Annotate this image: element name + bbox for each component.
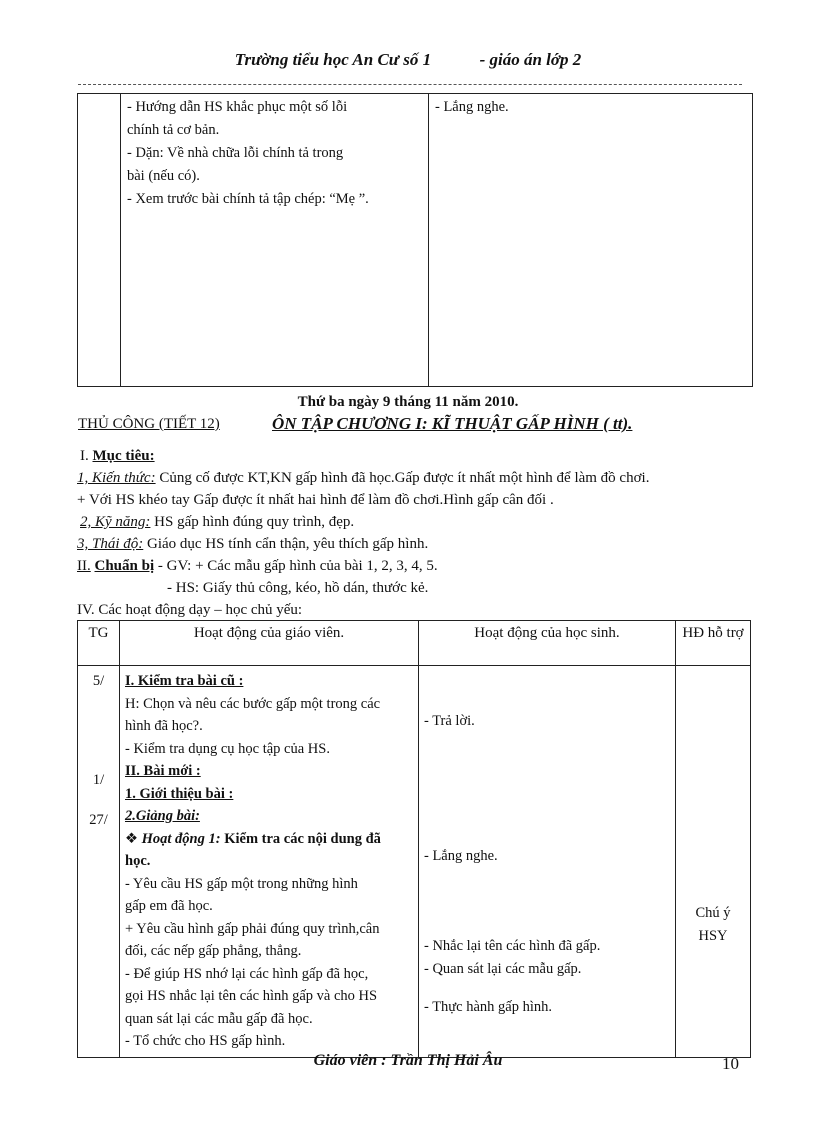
support-cell: Chú ý HSY [676,666,751,1058]
activities-heading: IV. Các hoạt động dạy – học chủ yếu: [77,602,303,618]
tg-value: 5/ [92,673,105,689]
teacher-line: - Xem trước bài chính tả tập chép: “Mẹ ”. [127,191,369,207]
date-line: Thứ ba ngày 9 tháng 11 năm 2010. [297,394,519,410]
teacher-line: - Dặn: Về nhà chữa lỗi chính tả trong [127,145,344,161]
lesson-subject: THỦ CÔNG (TIẾT 12) [78,416,220,432]
skill-line [80,512,354,533]
teacher-line: chính tả cơ bản. [127,122,220,138]
attitude-line [77,534,428,555]
grade-label: - giáo án lớp 2 [479,50,582,69]
header-divider [78,84,742,85]
knowledge-line [77,468,649,489]
col-support: HĐ hỗ trợ [676,621,751,666]
page-number: 10 [722,1054,739,1073]
objectives-title: Mục tiêu: [92,448,155,464]
knowledge-label: 1, Kiến thức: [77,470,156,486]
section-heading: II. Bài mới : [125,763,201,779]
preparation-gv: - GV: + Các mẫu gấp hình của bài 1, 2, 3, 4, 5. [154,558,438,574]
student-activities: - Trả lời. - Lắng nghe. - Nhắc lại tên các hình đã gấp. - Quan sát lại các mẫu gấp. - Thực hành gấp hình. [419,666,676,1058]
knowledge-text: Củng cố được KT,KN gấp hình đã học.Gấp được ít nhất một hình để làm đồ chơi. [155,470,650,486]
activities-table [77,620,751,1058]
student-line: - Lắng nghe. [435,99,509,115]
page-header [0,50,816,70]
section-heading: 2.Giảng bài: [125,808,200,824]
col-student: Hoạt động của học sinh. [419,621,676,666]
tg-value: 27/ [89,812,108,828]
col-teacher: Hoạt động của giáo viên. [120,621,419,666]
skill-text: HS gấp hình đúng quy trình, đẹp. [150,514,355,530]
lesson-title: ÔN TẬP CHƯƠNG I: KĨ THUẬT GẤP HÌNH ( tt). [272,414,633,433]
section-heading: 1. Giới thiệu bài : [125,785,234,802]
diamond-bullet-icon: ❖ [125,830,138,847]
teacher-line: bài (nếu có). [127,168,200,184]
extra-line: + Với HS khéo tay Gấp được ít nhất hai hình để làm đồ chơi.Hình gấp cân đối . [77,492,554,508]
objectives-heading: I. Mục tiêu: [80,448,155,464]
preparation-title: Chuẩn bị [94,558,155,574]
tg-value: 1/ [92,771,105,788]
activity-heading: ❖ Hoạt động 1: Kiểm tra các nội dung đã [125,830,381,847]
preparation-line: II. Chuẩn bị - GV: + Các mẫu gấp hình của bài 1, 2, 3, 4, 5. [77,558,438,574]
teacher-line: - Hướng dẫn HS khắc phục một số lỗi [127,99,348,115]
teacher-cell [121,94,429,387]
section-heading: I. Kiểm tra bài cũ : [125,673,244,689]
teacher-activities: I. Kiểm tra bài cũ : H: Chọn và nêu các bước gấp một trong các hình đã học?. - Kiểm tra dụng cụ học tập của HS. II. Bài mới : 1. Giới thiệu bài : 2.Giảng bài: ❖ Hoạt động 1: Kiểm tra các nội dung đã học. - Yêu cầu HS gấp một trong những hình gấp em đã học. + Yêu cầu hình gấp phải đúng quy trình,cân đối, các nếp gấp phẳng, thẳng. - Để giúp HS nhớ lại các hình gấp đã học, gọi HS nhắc lại tên các hình gấp và cho HS quan sát lại các mẫu gấp đã học. - Tổ chức cho HS gấp hình. [120,666,419,1058]
continuation-table [77,93,753,387]
footer-teacher: Giáo viên : Trần Thị Hải Âu [313,1052,503,1069]
attitude-text: Giáo dục HS tính cẩn thận, yêu thích gấp hình. [143,536,429,552]
attitude-label: 3, Thái độ: [77,536,144,552]
student-cell [429,94,753,387]
skill-label: 2, Kỹ năng: [80,514,151,530]
col-tg: TG [78,621,120,666]
tg-cell [78,666,120,1058]
preparation-hs: - HS: Giấy thủ công, kéo, hồ dán, thước kẻ. [167,580,429,596]
school-name: Trường tiểu học An Cư số 1 [234,50,432,69]
tg-cell [78,94,121,387]
